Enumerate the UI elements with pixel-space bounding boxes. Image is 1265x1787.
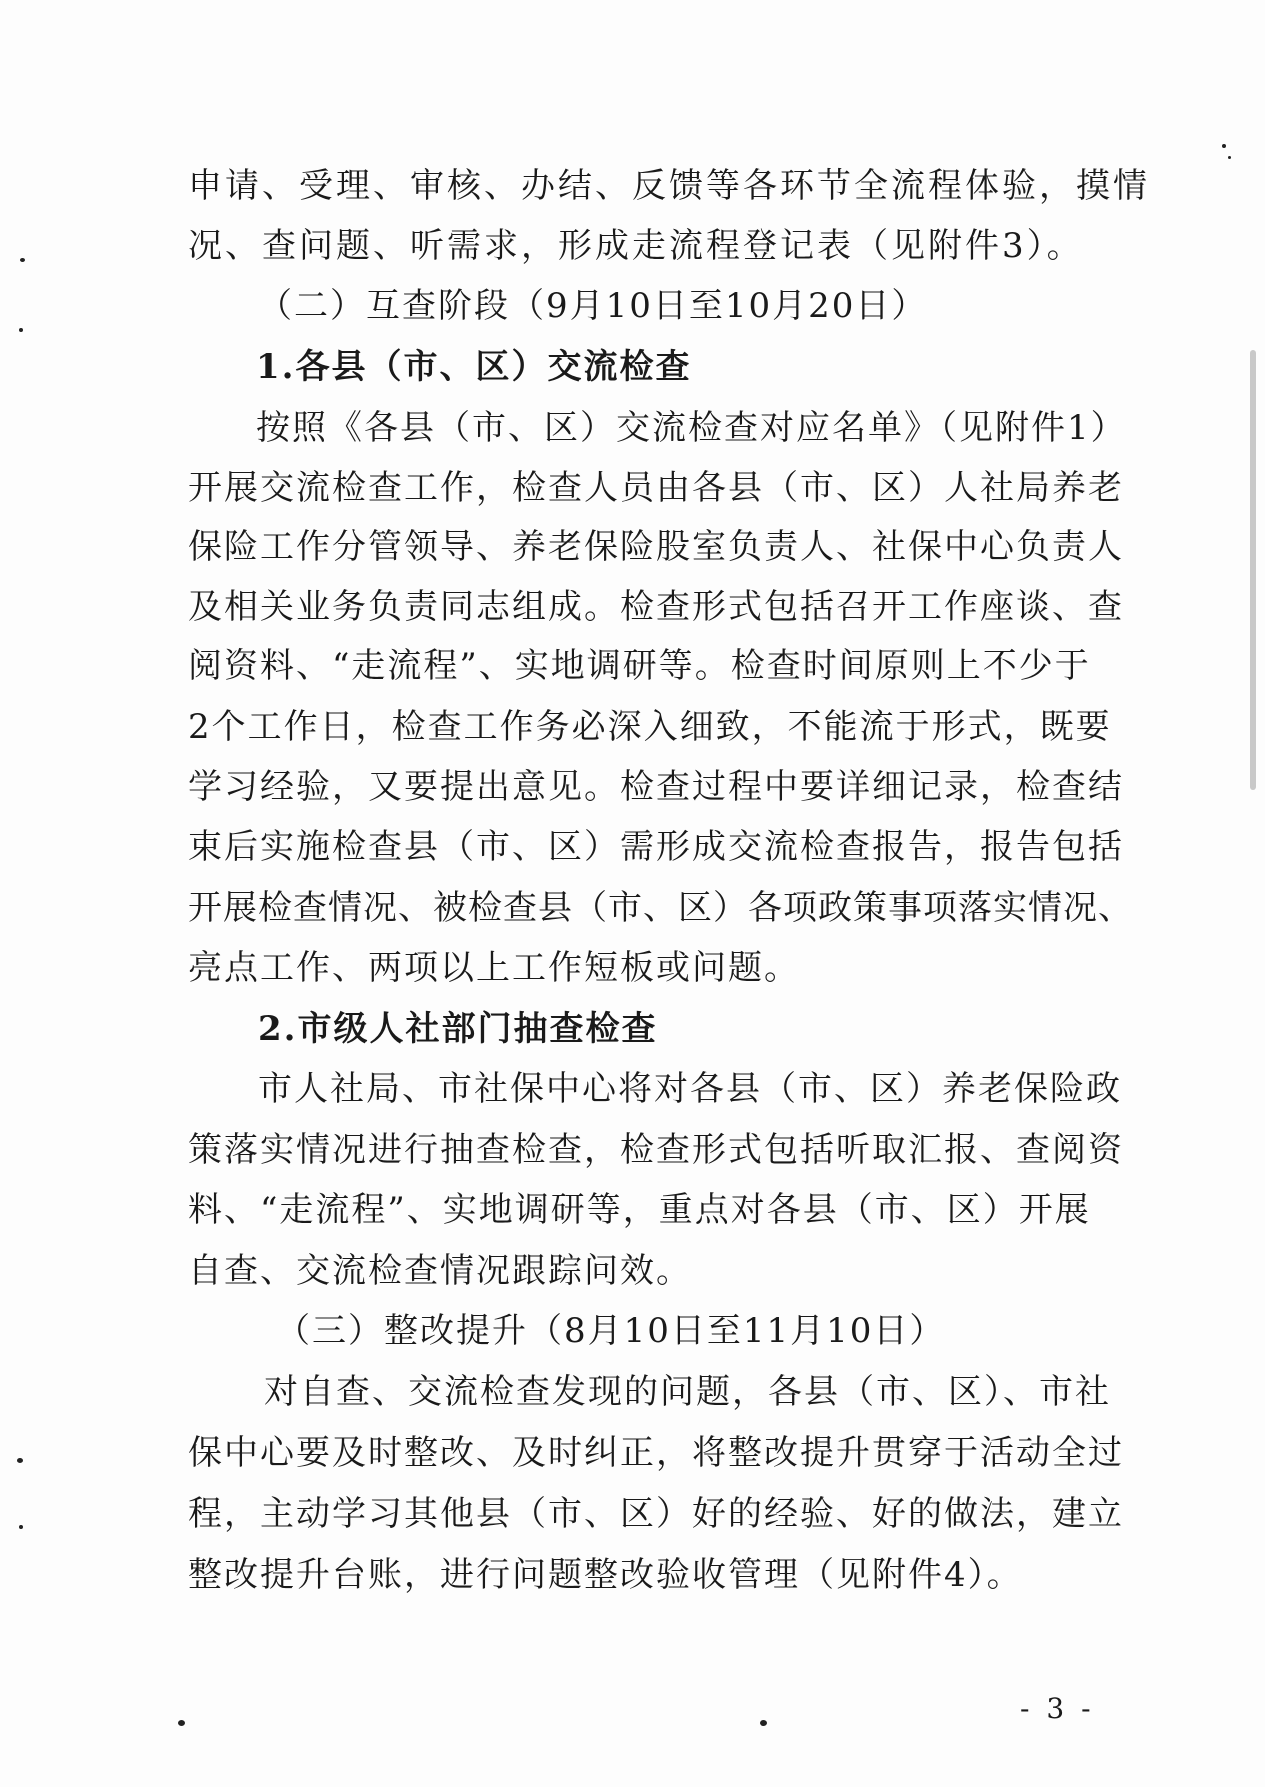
body-line-2: 况、查问题、听需求，形成走流程登记表（见附件3）。	[188, 226, 1084, 266]
body-line-17: 策落实情况进行抽查检查，检查形式包括听取汇报、查阅资	[188, 1130, 1124, 1170]
body-line-12: 束后实施检查县（市、区）需形成交流检查报告，报告包括	[188, 827, 1124, 867]
section-heading-3: （三）整改提升（8月10日至11月10日）	[276, 1311, 946, 1351]
body-line-21: 对自查、交流检查发现的问题，各县（市、区）、市社	[264, 1372, 1111, 1412]
body-line-13: 开展检查情况、被检查县（市、区）各项政策事项落实情况、	[188, 888, 1133, 928]
scan-speck	[19, 328, 23, 332]
body-line-23: 程，主动学习其他县（市、区）好的经验、好的做法，建立	[188, 1494, 1124, 1534]
scan-speck	[1222, 144, 1226, 148]
page-number: - 3 -	[1020, 1692, 1095, 1725]
body-line-1: 申请、受理、审核、办结、反馈等各环节全流程体验，摸情	[188, 166, 1150, 206]
body-line-9: 阅资料、“走流程”、实地调研等。检查时间原则上不少于	[188, 646, 1091, 686]
body-line-7: 保险工作分管领导、养老保险股室负责人、社保中心负责人	[188, 527, 1124, 567]
scan-speck	[19, 1525, 23, 1529]
section-heading-2: （二）互查阶段（9月10日至10月20日）	[258, 286, 928, 326]
scrollbar[interactable]	[1250, 350, 1256, 790]
body-line-18: 料、“走流程”、实地调研等，重点对各县（市、区）开展	[188, 1190, 1091, 1230]
body-line-10: 2个工作日，检查工作务必深入细致，不能流于形式，既要	[188, 707, 1112, 747]
body-line-16: 市人社局、市社保中心将对各县（市、区）养老保险政	[258, 1069, 1122, 1109]
body-line-5: 按照《各县（市、区）交流检查对应名单》（见附件1）	[256, 408, 1127, 448]
scan-speck	[17, 1458, 23, 1463]
scan-speck	[760, 1720, 767, 1726]
body-line-6: 开展交流检查工作，检查人员由各县（市、区）人社局养老	[188, 468, 1124, 508]
body-line-8: 及相关业务负责同志组成。检查形式包括召开工作座谈、查	[188, 587, 1124, 627]
body-line-19: 自查、交流检查情况跟踪问效。	[188, 1251, 692, 1291]
scan-speck	[20, 258, 25, 262]
body-line-11: 学习经验，又要提出意见。检查过程中要详细记录，检查结	[188, 767, 1124, 807]
scan-speck	[1228, 156, 1231, 159]
subsection-heading-2: 2.市级人社部门抽查检查	[258, 1009, 658, 1049]
scan-speck	[178, 1720, 185, 1726]
body-line-22: 保中心要及时整改、及时纠正，将整改提升贯穿于活动全过	[188, 1433, 1124, 1473]
body-line-24: 整改提升台账，进行问题整改验收管理（见附件4）。	[188, 1555, 1023, 1595]
subsection-heading-1: 1.各县（市、区）交流检查	[256, 347, 692, 387]
body-line-14: 亮点工作、两项以上工作短板或问题。	[188, 948, 800, 988]
